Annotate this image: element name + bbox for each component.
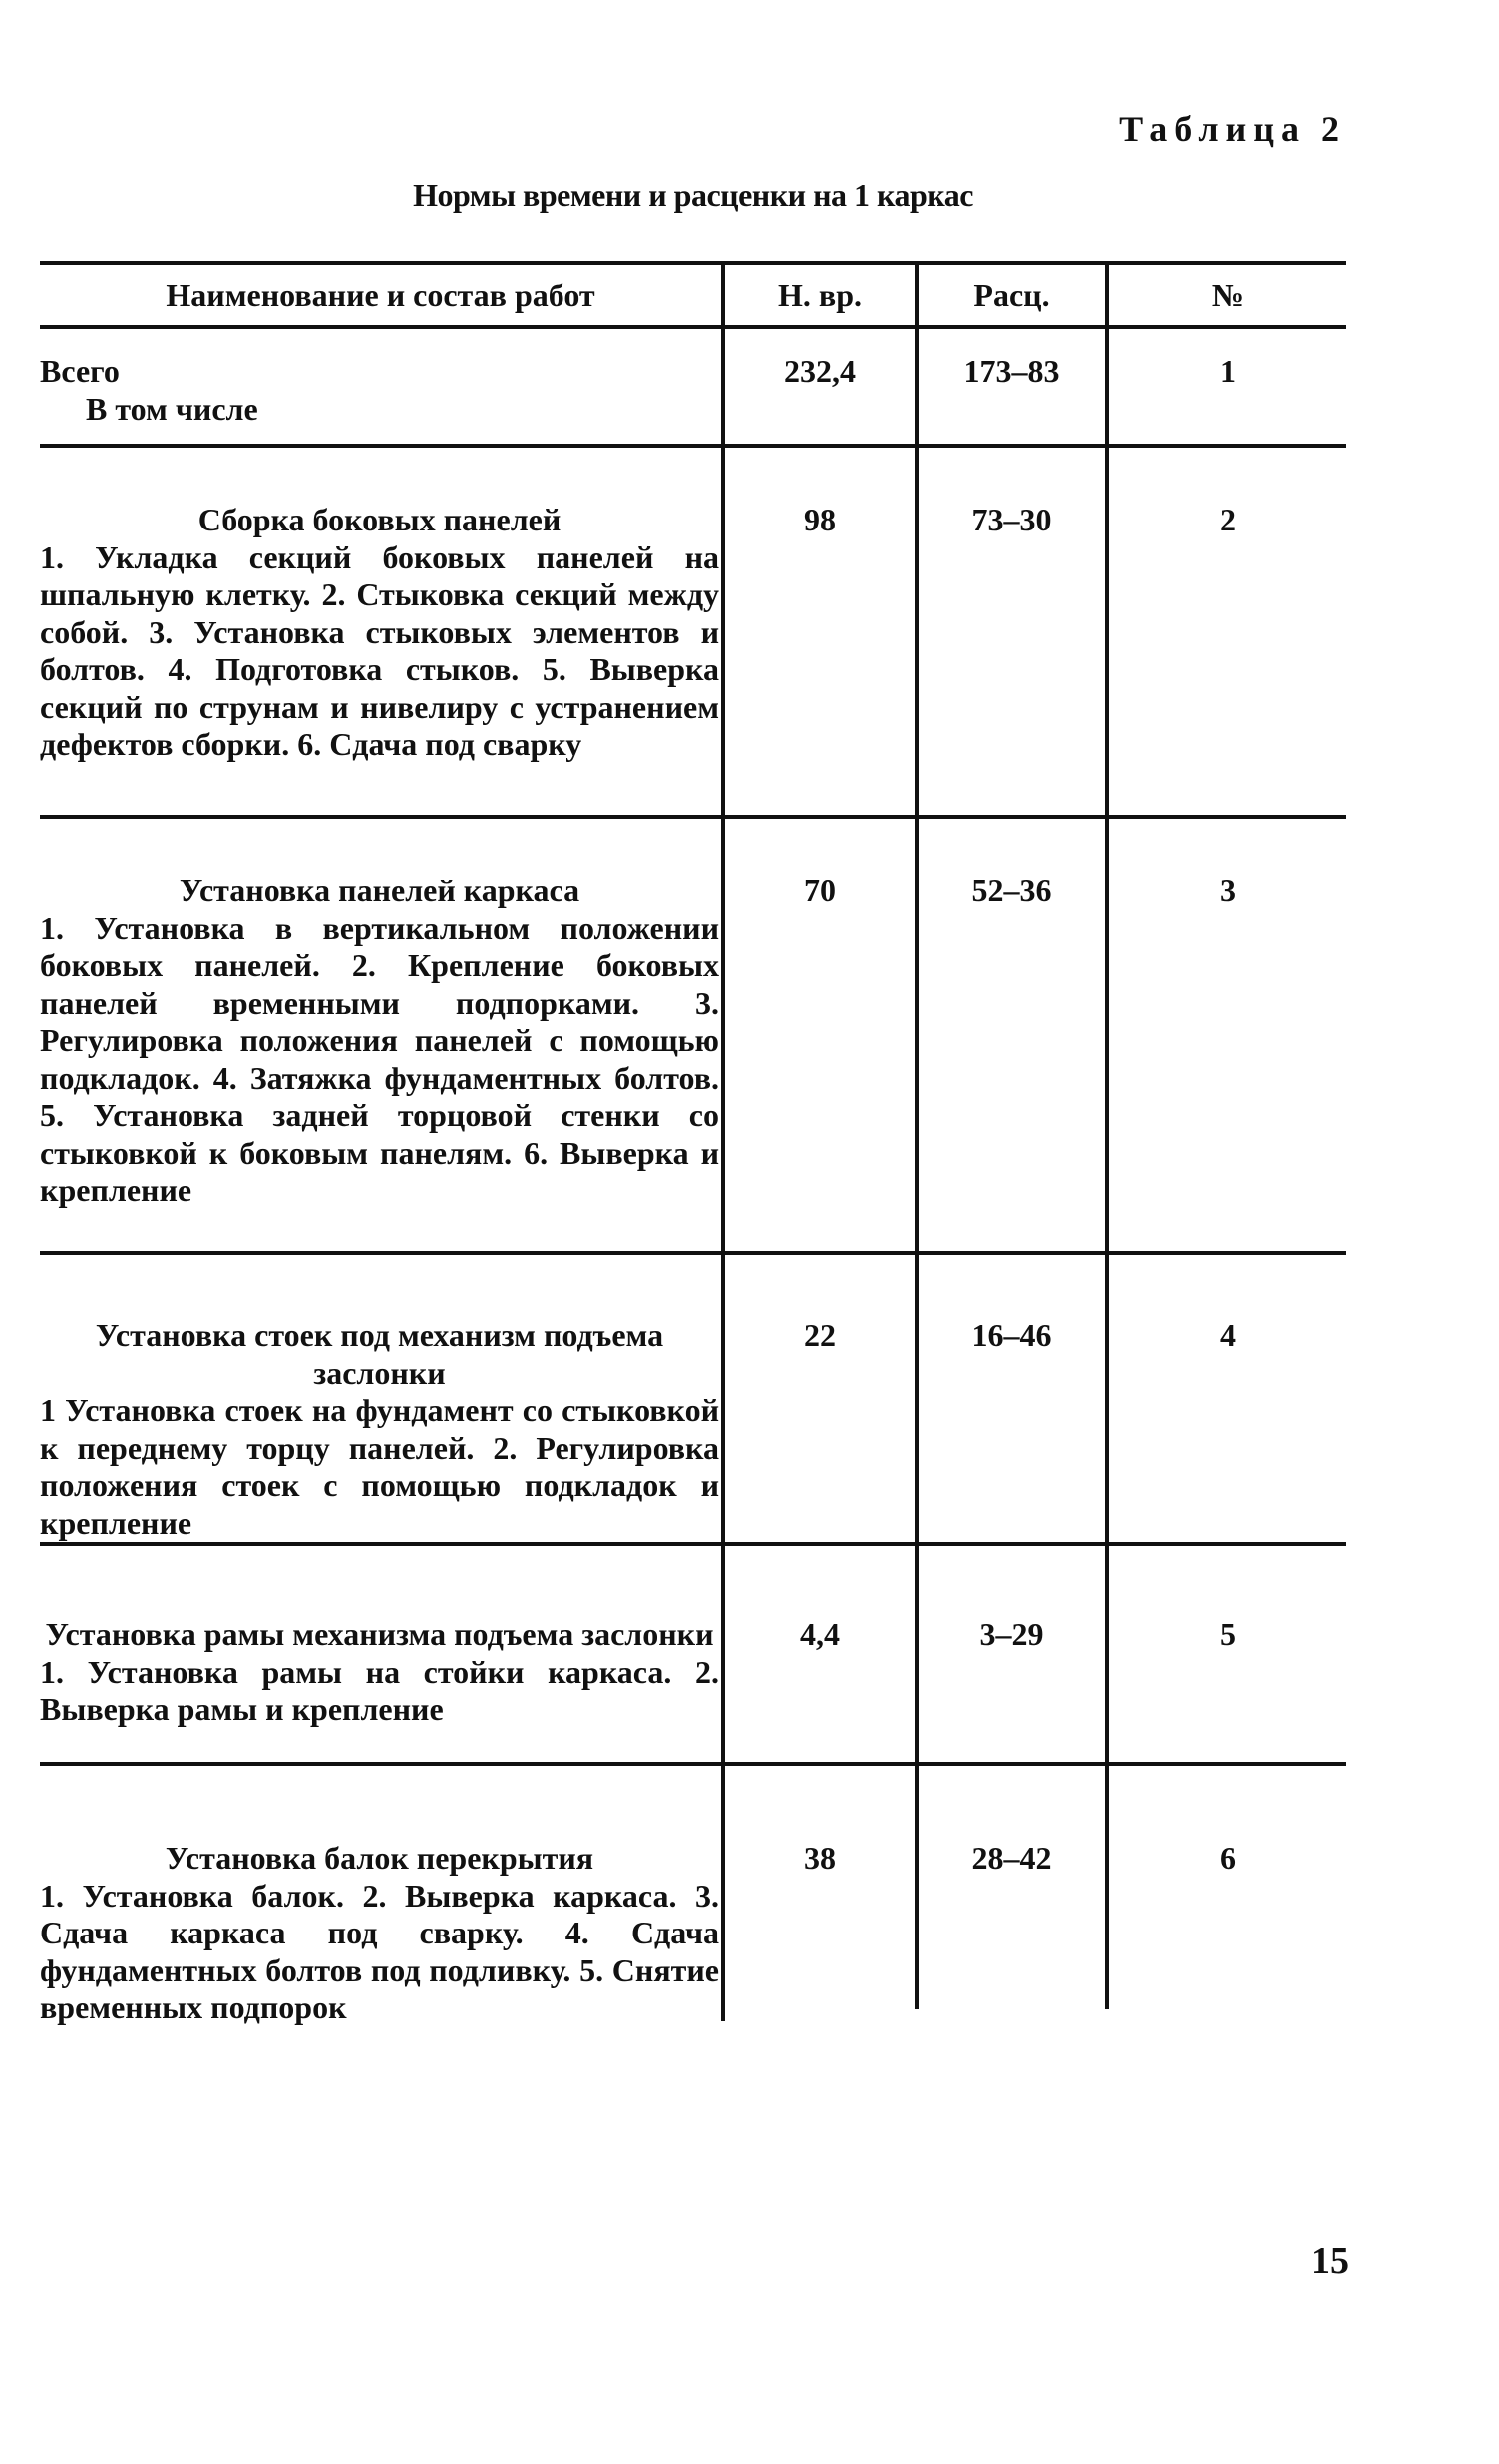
- work-description: 1. Установка в вертикальном положении боковых панелей. 2. Крепление боковых панелей временными подпорками. 3. Регулировка положения панелей с помощью подкладок. 4. Затяжка фундаментных болтов. 5. Установка задней торцовой стенки со стыковкой к боковым панелям. 6. Выверка и крепление: [40, 909, 719, 1208]
- header-bottom-rule: [40, 325, 1346, 329]
- table-row: [40, 1616, 719, 1729]
- column-header-time: Н. вр.: [778, 277, 862, 313]
- work-description: 1. Установка балок. 2. Выверка каркаса. 3. Сдача каркаса под сварку. 4. Сдача фундаментных болтов под подливку. 5. Снятие временных подпорок: [40, 1877, 719, 2025]
- row-separator: [40, 444, 1346, 448]
- table-row: [40, 502, 719, 764]
- work-description: 1. Установка рамы на стойки каркаса. 2. Выверка рамы и крепление: [40, 1653, 719, 1727]
- work-title: Установка панелей каркаса: [179, 873, 580, 908]
- work-title: Установка балок перекрытия: [165, 1840, 594, 1876]
- row-separator: [40, 1251, 1346, 1255]
- row-number: 6: [1220, 1840, 1236, 1876]
- total-number: 1: [1220, 353, 1236, 389]
- work-title: Сборка боковых панелей: [197, 502, 562, 537]
- rate-value: 52–36: [971, 873, 1052, 908]
- column-header-name: Наименование и состав работ: [166, 277, 595, 313]
- row-number: 2: [1220, 502, 1236, 537]
- total-time: 232,4: [784, 353, 856, 389]
- page-number: 15: [1312, 2240, 1349, 2282]
- rate-value: 3–29: [979, 1616, 1044, 1652]
- work-title: Установка рамы механизма подъема заслонки: [45, 1616, 714, 1652]
- row-number: 3: [1220, 873, 1236, 908]
- row-separator: [40, 815, 1346, 819]
- table-title: Нормы времени и расценки на 1 каркас: [413, 177, 973, 213]
- total-label: Всего: [40, 353, 120, 389]
- row-number: 5: [1220, 1616, 1236, 1652]
- time-norm: 22: [804, 1317, 836, 1353]
- table-label: Таблица 2: [1119, 109, 1346, 149]
- column-header-number: №: [1211, 277, 1245, 313]
- time-norm: 70: [804, 873, 836, 908]
- table-row: [40, 873, 719, 1210]
- row-number: 4: [1220, 1317, 1236, 1353]
- time-norm: 38: [804, 1840, 836, 1876]
- row-separator: [40, 1542, 1346, 1546]
- rate-value: 16–46: [971, 1317, 1052, 1353]
- table-row: [40, 1317, 719, 1542]
- row-separator: [40, 1762, 1346, 1766]
- rate-value: 28–42: [971, 1840, 1052, 1876]
- total-sublabel: В том числе: [86, 391, 258, 427]
- time-norm: 4,4: [800, 1616, 840, 1652]
- table-row: [40, 1840, 719, 2027]
- work-description: 1. Укладка секций боковых панелей на шпальную клетку. 2. Стыковка секций между собой. 3. Установка стыковых элементов и болтов. 4. Подготовка стыков. 5. Выверка секций по струнам и нивелиру с устранением дефектов сборки. 6. Сдача под сварку: [40, 538, 719, 762]
- total-rate: 173–83: [963, 353, 1060, 389]
- work-title: Установка стоек под механизм подъема заслонки: [95, 1317, 664, 1391]
- rate-value: 73–30: [971, 502, 1052, 537]
- time-norm: 98: [804, 502, 836, 537]
- column-header-rate: Расц.: [973, 277, 1050, 313]
- work-description: 1 Установка стоек на фундамент со стыковкой к переднему торцу панелей. 2. Регулировка положения стоек с помощью подкладок и крепление: [40, 1392, 719, 1541]
- table-top-rule: [40, 261, 1346, 265]
